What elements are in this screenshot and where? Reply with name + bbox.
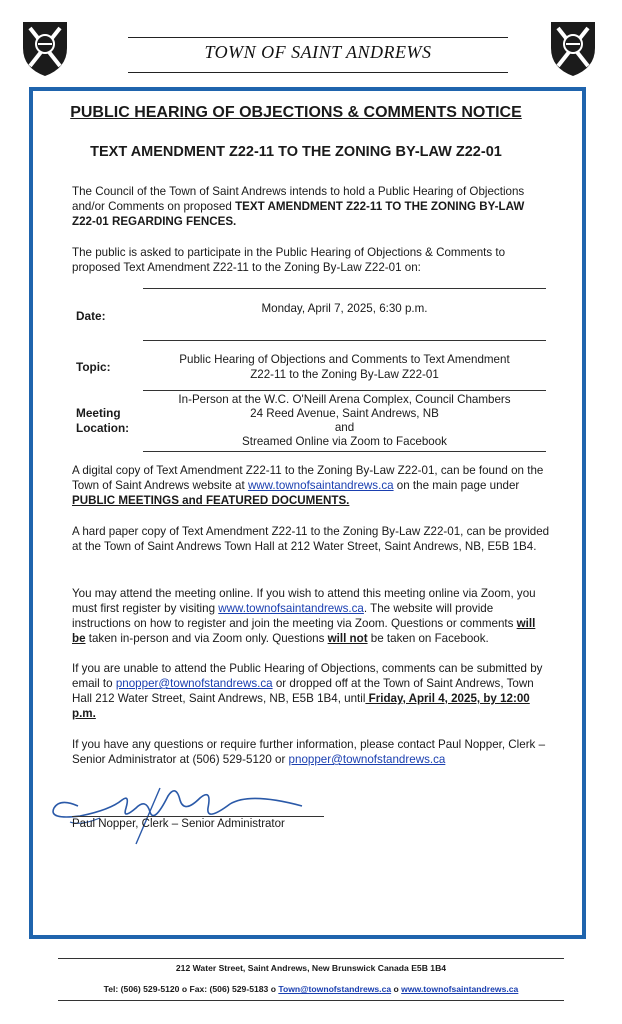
location-line-2: 24 Reed Avenue, Saint Andrews, NB [250, 407, 439, 420]
town-name: TOWN OF SAINT ANDREWS [204, 42, 432, 62]
digital-text: A digital copy of Text Amendment Z22-11 to the Zoning By-Law Z22-01, can be found on the Town of Saint Andrews website at [72, 464, 544, 492]
date-value: Monday, April 7, 2025, 6:30 p.m. [261, 302, 428, 315]
will-not-text: will not [327, 632, 368, 645]
town-crest-icon [548, 18, 598, 78]
footer-contacts [0, 984, 622, 994]
intro-bold: TEXT AMENDMENT Z22-11 TO THE ZONING BY-LAW Z22-01 REGARDING FENCES. [72, 200, 525, 228]
header-rule-bottom [128, 72, 508, 73]
details-rule [143, 451, 546, 452]
contact-text: If you have any questions or require further information, please contact Paul Nopper, Clerk – Senior Administrator at (506) 529-5120 or [72, 738, 546, 766]
footer-separator: o [393, 984, 399, 994]
town-crest-icon [20, 18, 70, 78]
intro-text: The Council of the Town of Saint Andrews intends to hold a Public Hearing of Objections and/or Comments on proposed [72, 185, 525, 213]
topic-label: Topic: [76, 360, 111, 374]
footer-separator: o [181, 984, 188, 994]
footer-separator: o [270, 984, 276, 994]
signature-icon [40, 778, 320, 848]
details-rule [143, 340, 546, 341]
online-text-3: taken in-person and via Zoom only. Questions [85, 632, 328, 645]
location-label-1: Meeting [76, 406, 121, 420]
footer-website-link[interactable]: www.townofsaintandrews.ca [401, 984, 519, 994]
will-be-text: will be [72, 617, 536, 645]
topic-line-1: Public Hearing of Objections and Comments to Text Amendment [179, 353, 510, 366]
notice-title: PUBLIC HEARING OF OBJECTIONS & COMMENTS NOTICE [70, 104, 522, 121]
submission-paragraph [72, 661, 550, 721]
website-link[interactable]: www.townofsaintandrews.ca [247, 479, 394, 492]
location-line-4: Streamed Online via Zoom to Facebook [242, 435, 447, 448]
header-rule-top [128, 37, 508, 38]
online-text: You may attend the meeting online. If you wish to attend this meeting online via Zoom, you must first register by visiting [72, 587, 536, 615]
online-text-2: . The website will provide instructions on how to register and join the meeting via Zoom. Questions or comments [72, 602, 517, 630]
email-link[interactable]: pnopper@townofstandrews.ca [288, 753, 446, 766]
deadline-text: Friday, April 4, 2025, by 12:00 p.m. [72, 692, 530, 720]
online-text-4: be taken on Facebook. [367, 632, 489, 645]
date-label: Date: [76, 309, 106, 323]
footer-fax: Fax: (506) 529-5183 [189, 984, 269, 994]
footer-rule-bottom [58, 1000, 564, 1001]
location-label-2: Location: [76, 421, 130, 435]
online-attendance-paragraph [72, 586, 550, 646]
submission-text: If you are unable to attend the Public Hearing of Objections, comments can be submitted by email to [72, 662, 543, 690]
submission-text-2: or dropped off at the Town of Saint Andrews, Town Hall 212 Water Street, Saint Andrews, NB, E5B 1B4, until [72, 677, 534, 705]
email-link[interactable]: pnopper@townofstandrews.ca [115, 677, 273, 690]
footer-address: 212 Water Street, Saint Andrews, New Brunswick Canada E5B 1B4 [175, 963, 447, 973]
intro-paragraph [72, 184, 550, 229]
details-rule [143, 390, 546, 391]
details-rule [143, 288, 546, 289]
signature-line [72, 816, 324, 817]
participation-paragraph: The public is asked to participate in the Public Hearing of Objections & Comments to proposed Text Amendment Z22-11 to the Zoning By-Law Z22-01 on: [72, 246, 506, 274]
footer-tel: Tel: (506) 529-5120 [103, 984, 180, 994]
digital-copy-paragraph [72, 463, 550, 508]
topic-line-2: Z22-11 to the Zoning By-Law Z22-01 [250, 368, 439, 381]
website-link[interactable]: www.townofsaintandrews.ca [218, 602, 364, 615]
notice-subtitle: TEXT AMENDMENT Z22-11 TO THE ZONING BY-LAW Z22-01 [90, 144, 502, 160]
hard-copy-paragraph: A hard paper copy of Text Amendment Z22-11 to the Zoning By-Law Z22-01, can be provided at the Town of Saint Andrews Town Hall at 212 Water Street, Saint Andrews, NB, E5B 1B4. [72, 525, 550, 553]
footer-rule-top [58, 958, 564, 959]
location-line-1: In-Person at the W.C. O'Neill Arena Complex, Council Chambers [178, 393, 511, 406]
digital-text-2: on the main page under [393, 479, 520, 492]
footer-email-link[interactable]: Town@townofstandrews.ca [278, 984, 392, 994]
location-line-3: and [334, 421, 355, 434]
featured-documents-text: PUBLIC MEETINGS and FEATURED DOCUMENTS. [72, 494, 350, 507]
contact-paragraph [72, 737, 550, 767]
signatory-name: Paul Nopper, Clerk – Senior Administrator [72, 818, 285, 830]
